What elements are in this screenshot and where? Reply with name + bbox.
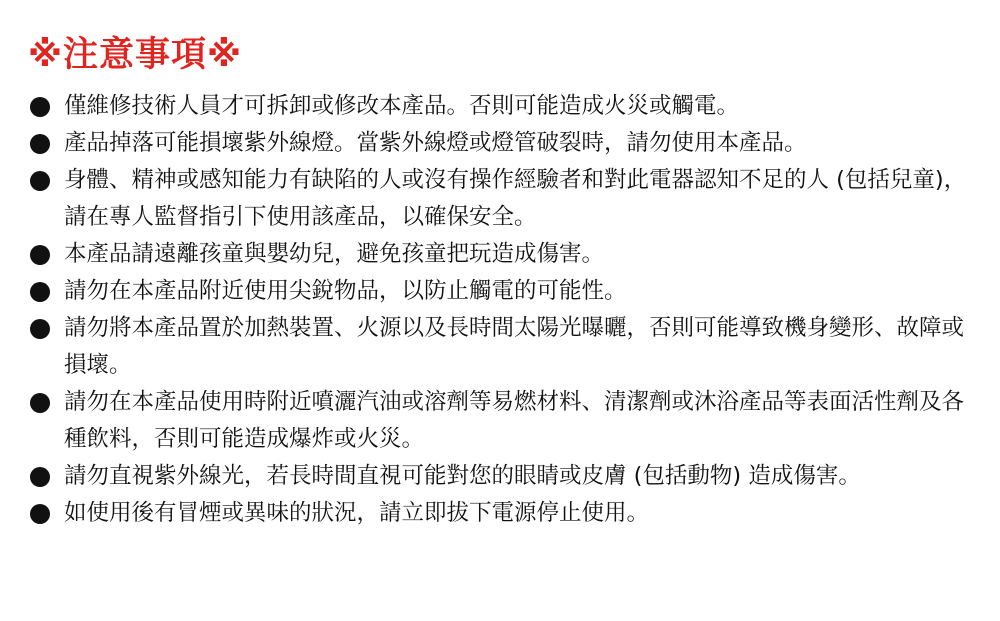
bullet-icon [30,467,50,487]
bullet-icon [30,245,50,265]
list-item-text: 請勿直視紫外線光，若長時間直視可能對您的眼睛或皮膚 (包括動物) 造成傷害。 [64,463,861,489]
list-item-text: 請勿在本產品使用時附近噴灑汽油或溶劑等易燃材料、清潔劑或沐浴產品等表面活性劑及各種飲料，否則可能造成爆炸或火災。 [64,389,965,452]
list-item [30,162,980,236]
list-item [30,88,980,125]
bullet-icon [30,282,50,302]
bullet-icon [30,97,50,117]
page-title: ※注意事項※ [28,35,243,75]
list-item-text: 如使用後有冒煙或異味的狀況，請立即拔下電源停止使用。 [64,500,650,526]
list-item [30,310,980,384]
bullet-icon [30,393,50,413]
list-item [30,458,980,495]
bullet-icon [30,319,50,339]
list-item-text: 請勿在本產品附近使用尖銳物品，以防止觸電的可能性。 [64,278,627,304]
list-item [30,273,980,310]
list-item [30,125,980,162]
list-item-text: 本產品請遠離孩童與嬰幼兒，避免孩童把玩造成傷害。 [64,241,605,267]
notice-list [30,88,980,532]
bullet-icon [30,504,50,524]
list-item [30,384,980,458]
list-item [30,236,980,273]
list-item-text: 僅維修技術人員才可拆卸或修改本產品。否則可能造成火災或觸電。 [64,93,740,119]
bullet-icon [30,171,50,191]
bullet-icon [30,134,50,154]
list-item-text: 產品掉落可能損壞紫外線燈。當紫外線燈或燈管破裂時，請勿使用本產品。 [64,130,807,156]
list-item-text: 身體、精神或感知能力有缺陷的人或沒有操作經驗者和對此電器認知不足的人 (包括兒童)，請在專人監督指引下使用該產品，以確保安全。 [64,167,967,230]
list-item [30,495,980,532]
list-item-text: 請勿將本產品置於加熱裝置、火源以及長時間太陽光曝曬，否則可能導致機身變形、故障或損壞。 [64,315,965,378]
